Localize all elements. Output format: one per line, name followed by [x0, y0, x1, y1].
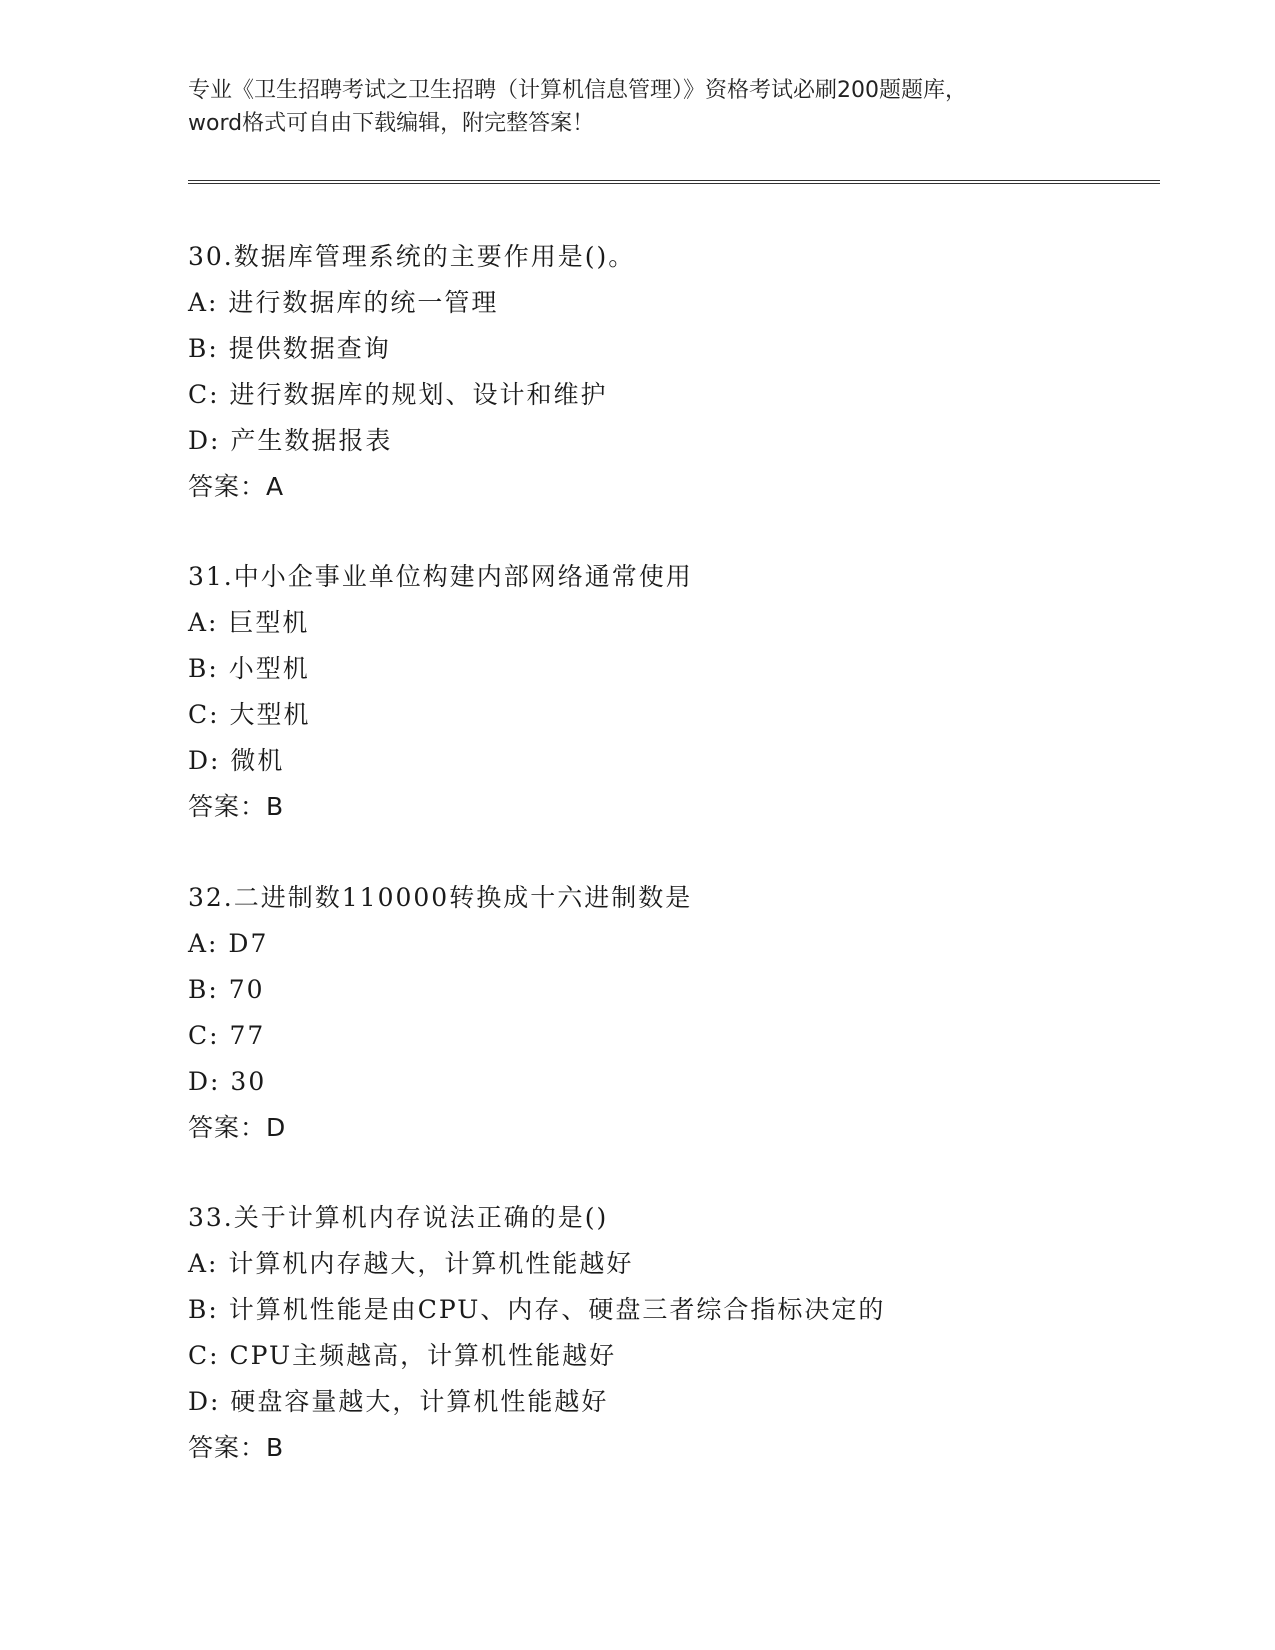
question-stem: 33.关于计算机内存说法正确的是()	[188, 1203, 609, 1232]
option-b: B: 提供数据查询	[188, 334, 391, 363]
option-b: B: 70	[188, 975, 265, 1004]
option-a: A: 计算机内存越大，计算机性能越好	[188, 1249, 634, 1278]
option-d: D: 30	[188, 1067, 267, 1096]
question-stem: 31.中小企事业单位构建内部网络通常使用	[188, 562, 693, 591]
question-stem: 32.二进制数110000转换成十六进制数是	[188, 883, 693, 912]
option-b: B: 计算机性能是由CPU、内存、硬盘三者综合指标决定的	[188, 1295, 886, 1324]
answer-key: 答案：B	[188, 792, 285, 821]
header-line-1: 专业《卫生招聘考试之卫生招聘（计算机信息管理）》资格考试必刷200题题库，	[188, 78, 967, 103]
question-33	[188, 1195, 1148, 1471]
document-header	[188, 74, 1088, 140]
answer-key: 答案：D	[188, 1113, 287, 1142]
question-30	[188, 234, 1148, 510]
answer-key: 答案：A	[188, 472, 285, 501]
option-a: A: 巨型机	[188, 608, 310, 637]
option-d: D: 硬盘容量越大，计算机性能越好	[188, 1387, 609, 1416]
option-a: A: D7	[188, 929, 269, 958]
header-divider	[188, 180, 1160, 184]
header-line-2: word格式可自由下载编辑，附完整答案！	[188, 111, 595, 136]
question-31	[188, 554, 1148, 830]
option-a: A: 进行数据库的统一管理	[188, 288, 499, 317]
option-b: B: 小型机	[188, 654, 310, 683]
option-c: C: CPU主频越高，计算机性能越好	[188, 1341, 617, 1370]
option-d: D: 产生数据报表	[188, 426, 393, 455]
option-c: C: 大型机	[188, 700, 311, 729]
question-stem: 30.数据库管理系统的主要作用是()。	[188, 242, 636, 271]
option-c: C: 进行数据库的规划、设计和维护	[188, 380, 608, 409]
option-c: C: 77	[188, 1021, 266, 1050]
answer-key: 答案：B	[188, 1433, 285, 1462]
question-32	[188, 875, 1148, 1151]
option-d: D: 微机	[188, 746, 285, 775]
